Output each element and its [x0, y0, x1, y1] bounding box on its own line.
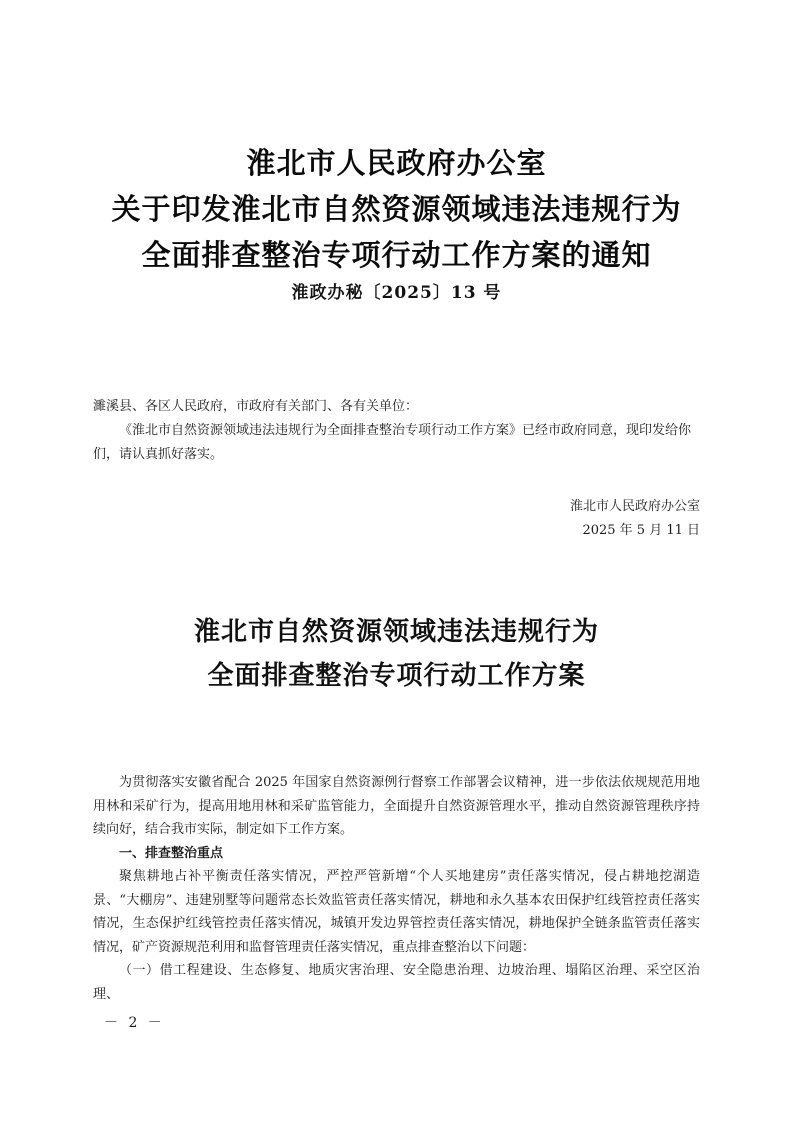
section-paragraph: 聚焦耕地占补平衡责任落实情况，严控严管新增“个人买地建房”责任落实情况，侵占耕地挖湖造景、“大棚房”、违建别墅等问题常态长效监管责任落实情况，耕地和永久基本农田保护红线管控责任落实情况，生态保护红线管控责任落实情况，城镇开发边界管控责任落实情况，耕地保护全链条监管责任落实情况，矿产资源规范利用和监督管理责任落实情况，重点排查整治以下问题： [93, 869, 700, 955]
signature-block [570, 495, 700, 543]
list-item: （一）借工程建设、生态修复、地质灾害治理、安全隐患治理、边坡治理、塌陷区治理、采空区治理、 [93, 963, 700, 1002]
plan-body [93, 771, 700, 1006]
notice-addressee: 濉溪县、各区人民政府，市政府有关部门、各有关单位： [93, 399, 419, 414]
notice-paragraph: 《淮北市自然资源领域违法违规行为全面排查整治专项行动工作方案》已经市政府同意，现印发给你们，请认真抓好落实。 [93, 423, 692, 462]
document-number: 淮政办秘〔2025〕13 号 [291, 283, 502, 303]
plan-title-line-1: 淮北市自然资源领域违法违规行为 [193, 617, 599, 647]
section-heading: 一、排查整治重点 [119, 845, 224, 861]
notice-title-block [0, 140, 793, 306]
plan-title-block [0, 610, 793, 698]
plan-title-line-2: 全面排查整治专项行动工作方案 [207, 661, 586, 691]
issue-date: 2025 年 5 月 11 日 [582, 523, 700, 538]
notice-title-line-3: 全面排查整治专项行动工作方案的通知 [141, 238, 652, 272]
notice-body [93, 395, 700, 467]
plan-intro-paragraph: 为贯彻落实安徽省配合 2025 年国家自然资源例行督察工作部署会议精神，进一步依法依规规范用地用林和采矿行为，提高用地用林和采矿监管能力，全面提升自然资源管理水平，推动自然资源管理秩序持续向好，结合我市实际，制定如下工作方案。 [93, 775, 700, 837]
notice-title-line-2: 关于印发淮北市自然资源领域违法违规行为 [111, 192, 682, 226]
notice-title-line-1: 淮北市人民政府办公室 [246, 146, 547, 180]
page-number: － 2 － [104, 1015, 165, 1031]
issuer-name: 淮北市人民政府办公室 [569, 499, 700, 514]
